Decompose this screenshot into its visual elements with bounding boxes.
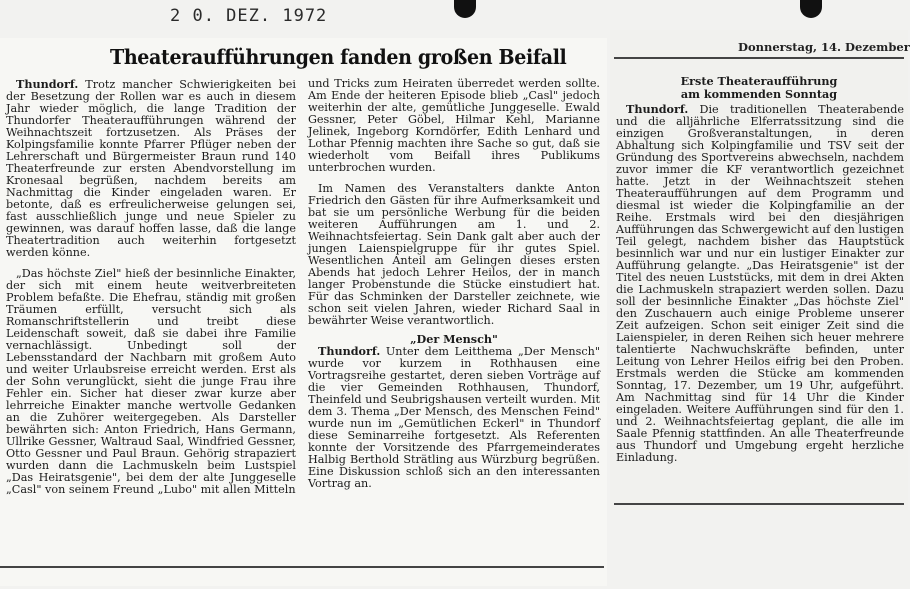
paragraph-text: Trotz mancher Schwierigkeiten bei der Besetzung der Rollen war es auch in diesem Jahr wieder möglich, die lange Tradition der Thundorfer Theateraufführungen während der Weihnachtszeit fortzusetzen. Als Präses der Kolpingsfamilie konnte Pfarrer Pflüger neben der Lehrerschaft und Bürgermeister Braun rund 140 Theaterfreunde zur ersten Abendvorstellung im Kronesaal begrüßen, nachdem bereits am Nachmittag die Kinder eingeladen waren. Er betonte, daß es erfreulicherweise gelungen sei, fast ausschließlich junge und neue Spieler zu gewinnen, was darauf hoffen lasse, daß die lange Theatertradition auch weiterhin fortgesetzt werden könne. — [6, 78, 296, 259]
divider — [614, 57, 904, 59]
punch-hole — [800, 0, 822, 18]
punch-hole — [454, 0, 476, 18]
dateline: Thundorf. — [16, 77, 79, 91]
paragraph — [6, 268, 296, 496]
paragraph — [6, 78, 296, 259]
subheading: „Der Mensch" — [410, 332, 498, 346]
title-line: Erste Theateraufführung — [680, 74, 838, 88]
dateline: Thundorf. — [318, 344, 381, 358]
issue-date: Donnerstag, 14. Dezember — [738, 40, 910, 54]
paragraph-text: und Tricks zum Heiraten überredet werden sollte. Am Ende der heiteren Episode blieb „Casl" jedoch weiterhin der alte, gemütliche Junggeselle. Ewald Gessner, Peter Göbel, Hilmar Kehl, Marianne Jelinek, Ingeborg Korndörfer, Edith Lenhard und Lothar Pfennig machten ihre Sache so gut, daß sie wiederholt vom Beifall ihres Publikums unterbrochen wurden. — [308, 77, 600, 174]
divider — [614, 503, 904, 505]
dateline: Thundorf. — [626, 102, 689, 116]
article-title — [614, 75, 904, 100]
date-stamp: 2 0. DEZ. 1972 — [170, 6, 328, 26]
article-column-3 — [616, 103, 904, 464]
paragraph — [308, 345, 600, 490]
headline: Theateraufführungen fanden großen Beifall — [110, 45, 567, 69]
title-line: am kommenden Sonntag — [680, 86, 838, 101]
paragraph-text: Im Namen des Veranstalters dankte Anton Friedrich den Gästen für ihre Aufmerksamkeit und bat sie um persönliche Werbung für die beiden weiteren Aufführungen am 1. und 2. Weihnachtsfeiertag. Sein Dank galt aber auch der jungen Laienspielgruppe für ihr gutes Spiel. Wesentlichen Anteil am Gelingen dieses ersten Abends hat jedoch Lehrer Heilos, der in manch langer Probenstunde die Stücke einstudiert hat. Für das Schminken der Darsteller zeichnete, wie schon seit vielen Jahren, wieder Richard Saal in bewährter Weise verantwortlich. — [308, 182, 600, 327]
paragraph-text: Unter dem Leitthema „Der Mensch" wurde vor kurzem in Rothhausen eine Vortragsreihe gestartet, deren sieben Vorträge auf die vier Gemeinden Rothhausen, Thundorf, Theinfeld und Seubrigshausen verteilt wurden. Mit dem 3. Thema „Der Mensch, des Menschen Feind" wurde nun im „Gemütlichen Eckerl" in Thundorf diese Seminarreihe fortgesetzt. Als Referenten konnte der Vorsitzende des Pfarrgemeinderates Halbig Berthold Strätling aus Würzburg begrüßen. Eine Diskussion schloß sich an den interessanten Vortrag an. — [308, 345, 600, 490]
divider — [0, 566, 604, 568]
paragraph — [308, 183, 600, 327]
article-column-1 — [6, 78, 296, 496]
paragraph — [616, 103, 904, 464]
article-column-2 — [308, 78, 600, 490]
paragraph-text: „Das höchste Ziel" hieß der besinnliche Einakter, der sich mit einem heute weitverbreiteten Problem befaßte. Die Ehefrau, ständig mit großen Träumen erfüllt, versucht sich als Romanschriftstellerin und treibt diese Leidenschaft soweit, daß sie dabei ihre Familie vernachlässigt. Unbedingt soll der Lebensstandard der Nachbarn mit großem Auto und weiter Urlaubsreise erreicht werden. Erst als der Sohn verunglückt, sieht die junge Frau ihre Fehler ein. Sicher hat dieser zwar kurze aber lehrreiche Einakter manche wertvolle Gedanken an die Zuhörer weitergegeben. Als Darsteller bewährten sich: Anton Friedrich, Hans Germann, Ullrike Gessner, Waltraud Saal, Windfried Gessner, Otto Gessner und Paul Braun. Gehörig strapaziert wurden dann die Lachmuskeln beim Lustspiel „Das Heiratsgenie", bei dem der alte Junggeselle „Casl" von seinem Freund „Lubo" mit allen Mitteln — [6, 267, 296, 496]
paragraph-text: Die traditionellen Theaterabende und die alljährliche Elferratssitzung sind die einzigen Großveranstaltungen, in deren Abhaltung sich Kolpingfamilie und TSV seit der Gründung des Sportvereins abwechseln, nachdem zuvor immer die KF verantwortlich gezeichnet hatte. Jetzt in der Weihnachtszeit stehen Theateraufführungen auf dem Programm und diesmal ist wieder die Kolpingfamilie an der Reihe. Erstmals wird bei den diesjährigen Aufführungen das Schwergewicht auf den lustigen Teil gelegt, nachdem bisher das Hauptstück besinnlich war und nur ein lustiger Einakter zur Aufführung gelangte. „Das Heiratsgenie" ist der Titel des neuen Luststücks, mit dem in drei Akten die Lachmuskeln strapaziert werden sollen. Dazu soll der besinnliche Einakter „Das höchste Ziel" den Zuschauern auch einige Probleme unserer Zeit aufzeigen. Schon seit einiger Zeit sind die Laienspieler, in deren Reihen sich heuer mehrere talentierte Nachwuchskräfte befinden, unter Leitung von Lehrer Heilos eifrig bei den Proben. Erstmals werden die Stücke am kommenden Sonntag, 17. Dezember, um 19 Uhr, aufgeführt. Am Nachmittag sind für 14 Uhr die Kinder eingeladen. Weitere Aufführungen sind für den 1. und 2. Weihnachtsfeiertag geplant, die alle im Saale Pfennig stattfinden. An alle Theaterfreunde aus Thundorf und Umgebung ergeht herzliche Einladung. — [616, 103, 904, 464]
paragraph — [308, 78, 600, 174]
